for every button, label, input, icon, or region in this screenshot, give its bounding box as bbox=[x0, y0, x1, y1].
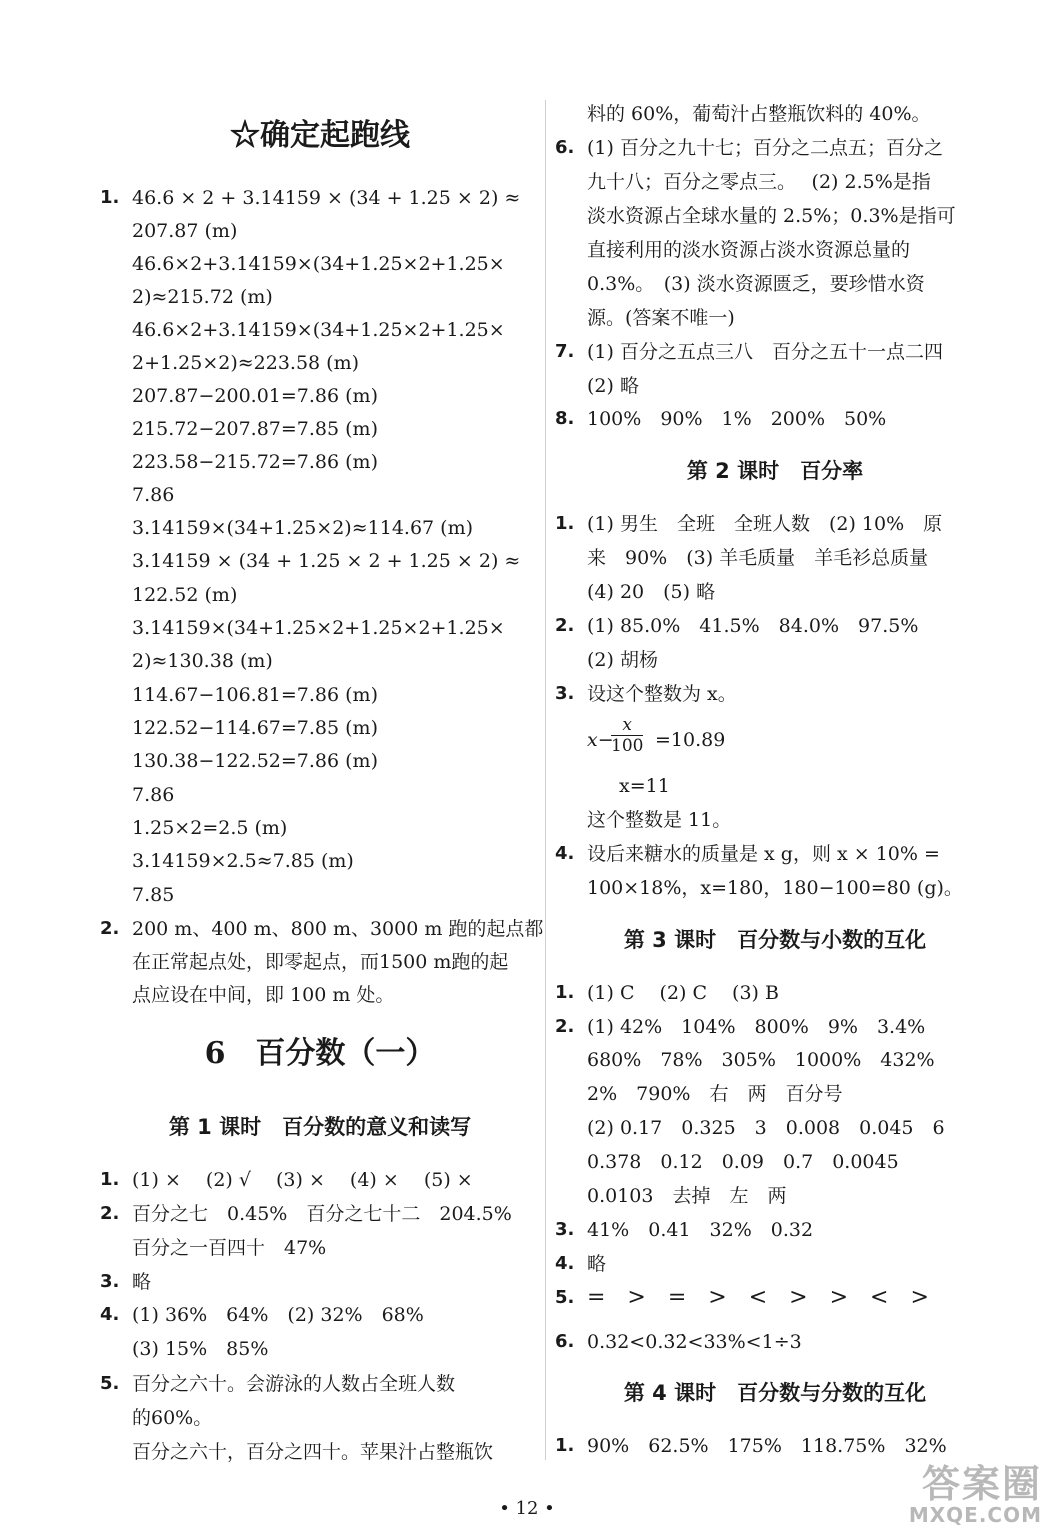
answer-line: (1) C (2) C (3) B bbox=[587, 982, 779, 1004]
answer-line: (2) 略 bbox=[587, 375, 639, 397]
answer-line: 设后来糖水的质量是 x g，则 x × 10% = bbox=[587, 843, 940, 865]
answer-line: 130.38−122.52=7.86 (m) bbox=[132, 750, 378, 772]
answer-line: (1) 36% 64% (2) 32% 68% bbox=[132, 1304, 424, 1326]
answer-line: 7.86 bbox=[132, 784, 175, 806]
question-number: 1. bbox=[555, 513, 575, 534]
answer-line: 2)≈215.72 (m) bbox=[132, 286, 273, 308]
answer-line: 源。(答案不唯一) bbox=[587, 307, 735, 329]
answer-line: 设这个整数为 x。 bbox=[587, 683, 737, 705]
question-number: 2. bbox=[555, 615, 575, 636]
question-number: 7. bbox=[555, 341, 575, 362]
answer-line: 0.32<0.3̇2̇<33%<1÷3 bbox=[587, 1331, 802, 1353]
answer-line: 200 m、400 m、800 m、3000 m 跑的起点都 bbox=[132, 918, 544, 940]
answer-line: 点应设在中间，即 100 m 处。 bbox=[132, 984, 395, 1006]
answer-line: 46.6×2+3.14159×(34+1.25×2+1.25× bbox=[132, 253, 505, 275]
answer-line: (2) 0.17 0.325 3 0.008 0.045 6 bbox=[587, 1117, 945, 1139]
question-number: 3. bbox=[555, 1219, 575, 1240]
answer-line: 的60%。 bbox=[132, 1407, 213, 1429]
question-number: 1. bbox=[100, 1169, 120, 1190]
lesson-1-title: 第 1 课时 百分数的意义和读写 bbox=[168, 1115, 472, 1139]
equation-left: x− bbox=[587, 729, 614, 751]
lesson-3-title: 第 3 课时 百分数与小数的互化 bbox=[623, 928, 927, 952]
answer-line: 2)≈130.38 (m) bbox=[132, 650, 273, 672]
equation-right: =10.89 bbox=[655, 729, 726, 751]
answer-line: 207.87 (m) bbox=[132, 220, 238, 242]
solution-line: x=11 bbox=[619, 775, 670, 797]
answer-line: 46.6 × 2 + 3.14159 × (34 + 1.25 × 2) ≈ bbox=[132, 187, 521, 209]
question-number: 5. bbox=[555, 1287, 575, 1308]
answer-line: (1) 42% 104% 800% 9% 3.4% bbox=[587, 1016, 926, 1038]
fraction-numerator: x bbox=[611, 715, 643, 736]
answer-line: (3) 15% 85% bbox=[132, 1338, 269, 1360]
answer-line: (1) × (2) √ (3) × (4) × (5) × bbox=[132, 1169, 473, 1191]
question-number: 4. bbox=[555, 1253, 575, 1274]
answer-line: 100×18%，x=180，180−100=80 (g)。 bbox=[587, 877, 963, 899]
watermark-title: 答案圈 bbox=[921, 1462, 1042, 1506]
answer-line: (4) 20 (5) 略 bbox=[587, 581, 716, 603]
fraction-denominator: 100 bbox=[611, 736, 644, 756]
answer-line: 90% 62.5% 175% 118.75% 32% bbox=[587, 1435, 947, 1457]
answer-line: 百分之一百四十 47% bbox=[132, 1237, 327, 1259]
question-number: 3. bbox=[100, 1271, 120, 1292]
answer-line: 7.86 bbox=[132, 484, 175, 506]
answer-line: 这个整数是 11。 bbox=[587, 809, 732, 831]
answer-line: 0.3%。 (3) 淡水资源匮乏，要珍惜水资 bbox=[587, 273, 925, 295]
answer-line: 122.52−114.67=7.85 (m) bbox=[132, 717, 378, 739]
answer-line: 在正常起点处，即零起点，而1500 m跑的起 bbox=[132, 951, 509, 973]
fraction bbox=[611, 715, 643, 756]
page-number: • 12 • bbox=[499, 1498, 555, 1519]
watermark bbox=[909, 1464, 1042, 1526]
question-number: 1. bbox=[555, 1435, 575, 1456]
answer-line: 7.85 bbox=[132, 884, 175, 906]
lesson-4-title: 第 4 课时 百分数与分数的互化 bbox=[623, 1381, 927, 1405]
answer-line: 207.87−200.01=7.86 (m) bbox=[132, 385, 378, 407]
answer-line: 淡水资源占全球水量的 2.5%；0.3%是指可 bbox=[587, 205, 956, 227]
continued-line: 料的 60%，葡萄汁占整瓶饮料的 40%。 bbox=[587, 103, 931, 125]
answer-line: 3.14159×(34+1.25×2+1.25×2+1.25× bbox=[132, 617, 505, 639]
answer-line: 3.14159 × (34 + 1.25 × 2 + 1.25 × 2) ≈ bbox=[132, 550, 521, 572]
watermark-url: MXQE.COM bbox=[908, 1503, 1042, 1527]
question-number: 8. bbox=[555, 408, 575, 429]
answer-line: 直接利用的淡水资源占淡水资源总量的 bbox=[587, 239, 911, 261]
question-number: 1. bbox=[100, 187, 120, 208]
answer-line: 46.6×2+3.14159×(34+1.25×2+1.25× bbox=[132, 319, 505, 341]
answer-line: 3.14159×2.5≈7.85 (m) bbox=[132, 850, 354, 872]
answer-line: 2+1.25×2)≈223.58 (m) bbox=[132, 352, 360, 374]
question-number: 4. bbox=[555, 843, 575, 864]
answer-line: (1) 百分之九十七；百分之二点五；百分之 bbox=[587, 137, 943, 159]
answer-line: 百分之六十。会游泳的人数占全班人数 bbox=[132, 1373, 456, 1395]
answer-line: 百分之六十，百分之四十。苹果汁占整瓶饮 bbox=[132, 1441, 494, 1463]
answer-line: 100% 90% 1% 200% 50% bbox=[587, 408, 887, 430]
answer-line: 41% 0.41 32% 0.32 bbox=[587, 1219, 814, 1241]
section-title: ☆确定起跑线 bbox=[230, 118, 410, 153]
question-number: 6. bbox=[555, 1331, 575, 1352]
answer-line: 680% 78% 305% 1000% 432% bbox=[587, 1049, 935, 1071]
question-number: 2. bbox=[100, 1203, 120, 1224]
answer-line: 114.67−106.81=7.86 (m) bbox=[132, 684, 378, 706]
answer-line: 1.25×2=2.5 (m) bbox=[132, 817, 288, 839]
answer-line: 122.52 (m) bbox=[132, 584, 238, 606]
answer-line: (1) 85.0% 41.5% 84.0% 97.5% bbox=[587, 615, 919, 637]
question-number: 5. bbox=[100, 1373, 120, 1394]
answer-line: 九十八；百分之零点三。 (2) 2.5%是指 bbox=[587, 171, 931, 193]
question-number: 3. bbox=[555, 683, 575, 704]
answer-line: 3.14159×(34+1.25×2)≈114.67 (m) bbox=[132, 517, 474, 539]
question-number: 2. bbox=[555, 1016, 575, 1037]
column-divider bbox=[545, 100, 546, 1460]
answer-line: 略 bbox=[132, 1271, 152, 1293]
answer-line: = > = > < > > < > bbox=[587, 1285, 929, 1310]
answer-line: 来 90% (3) 羊毛质量 羊毛衫总质量 bbox=[587, 547, 929, 569]
lesson-2-title: 第 2 课时 百分率 bbox=[686, 459, 864, 483]
answer-line: 略 bbox=[587, 1253, 607, 1275]
question-number: 6. bbox=[555, 137, 575, 158]
answer-line: 0.0103 去掉 左 两 bbox=[587, 1185, 787, 1207]
question-number: 2. bbox=[100, 918, 120, 939]
question-number: 1. bbox=[555, 982, 575, 1003]
answer-line: 百分之七 0.45% 百分之七十二 204.5% bbox=[132, 1203, 512, 1225]
answer-line: (1) 百分之五点三八 百分之五十一点二四 bbox=[587, 341, 943, 363]
answer-line: (2) 胡杨 bbox=[587, 649, 658, 671]
answer-line: 223.58−215.72=7.86 (m) bbox=[132, 451, 378, 473]
answer-line: 215.72−207.87=7.85 (m) bbox=[132, 418, 378, 440]
answer-line: (1) 男生 全班 全班人数 (2) 10% 原 bbox=[587, 513, 943, 535]
answer-line: 2% 790% 右 两 百分号 bbox=[587, 1083, 843, 1105]
answer-line: 0.378 0.12 0.09 0.7 0.0045 bbox=[587, 1151, 899, 1173]
question-number: 4. bbox=[100, 1304, 120, 1325]
chapter-title: 6 百分数（一） bbox=[204, 1036, 436, 1071]
